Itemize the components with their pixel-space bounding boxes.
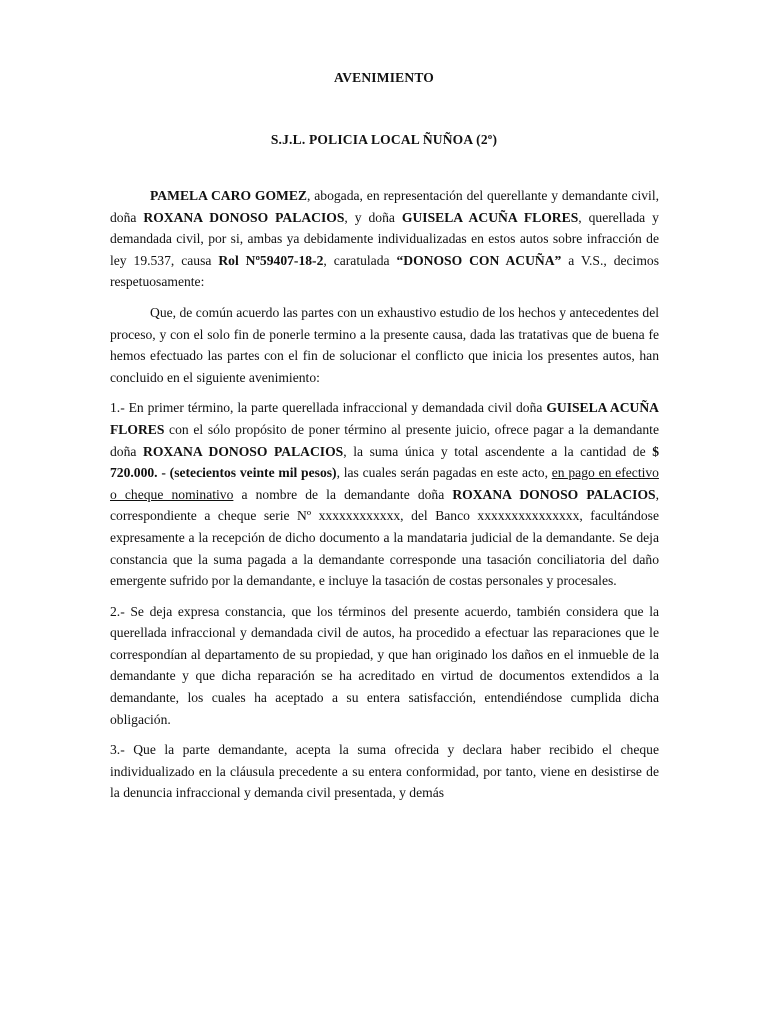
defendant-name: GUISELA ACUÑA FLORES (110, 400, 659, 437)
plaintiff-name: ROXANA DONOSO PALACIOS (452, 486, 656, 502)
paragraph-text: , querellada y demandada civil, por si, ambas ya debidamente individualizadas en estos autos sobre infracción de ley 19.537, causa (110, 209, 659, 268)
paragraph-text: , y doña (344, 209, 402, 225)
paragraph-text: con el sólo propósito de poner término al presente juicio, ofrece pagar a la demandante doña (110, 421, 659, 459)
defendant-name: GUISELA ACUÑA FLORES (401, 209, 579, 225)
paragraph-text: a nombre de la demandante doña (233, 486, 453, 502)
clause-3: 3.- Que la parte demandante, acepta la suma ofrecida y declara haber recibido el cheque individualizado en la cláusula precedente a su entera conformidad, por tanto, viene en desistirse de la denuncia infraccional y demanda civil presentada, y demás (110, 742, 659, 801)
paragraph-text: , las cuales serán pagadas en este acto, (336, 465, 552, 481)
payment-amount: $ 720.000. - (setecientos veinte mil pesos) (110, 443, 660, 481)
case-caption: “DONOSO CON ACUÑA” (396, 252, 562, 268)
lawyer-name: PAMELA CARO GOMEZ (150, 188, 307, 203)
paragraph-agreement-intro: Que, de común acuerdo las partes con un exhaustivo estudio de los hechos y antecedentes del proceso, y con el solo fin de ponerle termino a la presente causa, dada las tratativas que de buena fe hemos efectuado las partes con el fin de solucionar el conflicto que inicia los presentes autos, han concluido en el siguiente avenimiento: (110, 304, 659, 385)
plaintiff-name: ROXANA DONOSO PALACIOS (143, 443, 344, 459)
document-title: AVENIMIENTO (334, 70, 434, 85)
paragraph-appearance (110, 185, 659, 293)
paragraph-text: , la suma única y total ascendente a la cantidad de (343, 443, 653, 459)
clause-1 (110, 397, 659, 591)
document-body (110, 185, 659, 804)
paragraph-text: 1.- En primer término, la parte querellada infraccional y demandada civil doña (110, 400, 547, 416)
paragraph-text: , correspondiente a cheque serie Nº xxxxxxxxxxxx, del Banco xxxxxxxxxxxxxxx, facultándose expresamente a la recepción de dicho documento a la mandataria judicial de la demandante. Se deja constancia que la suma pagada a la demandante corresponde una tasación conciliatoria del daño emergente sufrido por la demandante, e incluye la tasación de costas personales y procesales. (110, 486, 659, 589)
payment-method: en pago en efectivo o cheque nominativo (110, 465, 659, 502)
paragraph-text: , caratulada (323, 252, 397, 268)
paragraph-text: a V.S., decimos respetuosamente: (110, 252, 659, 290)
clause-2: 2.- Se deja expresa constancia, que los términos del presente acuerdo, también considera que la querellada infraccional y demandada civil de autos, ha procedido a efectuar las reparaciones que le correspondían al departamento de su propiedad, y que han originado los daños en el inmueble de la demandante y que dicha reparación se ha acreditado en virtud de documentos extendidos a la demandante, los cuales ha aceptado a su entera satisfacción, entendiéndose cumplida dicha obligación. (110, 603, 659, 727)
plaintiff-name: ROXANA DONOSO PALACIOS (143, 209, 345, 225)
case-number: Rol Nº59407-18-2 (218, 252, 324, 268)
paragraph-text: , abogada, en representación del querellante y demandante civil, doña (110, 188, 660, 225)
court-heading: S.J.L. POLICIA LOCAL ÑUÑOA (2º) (270, 132, 498, 147)
